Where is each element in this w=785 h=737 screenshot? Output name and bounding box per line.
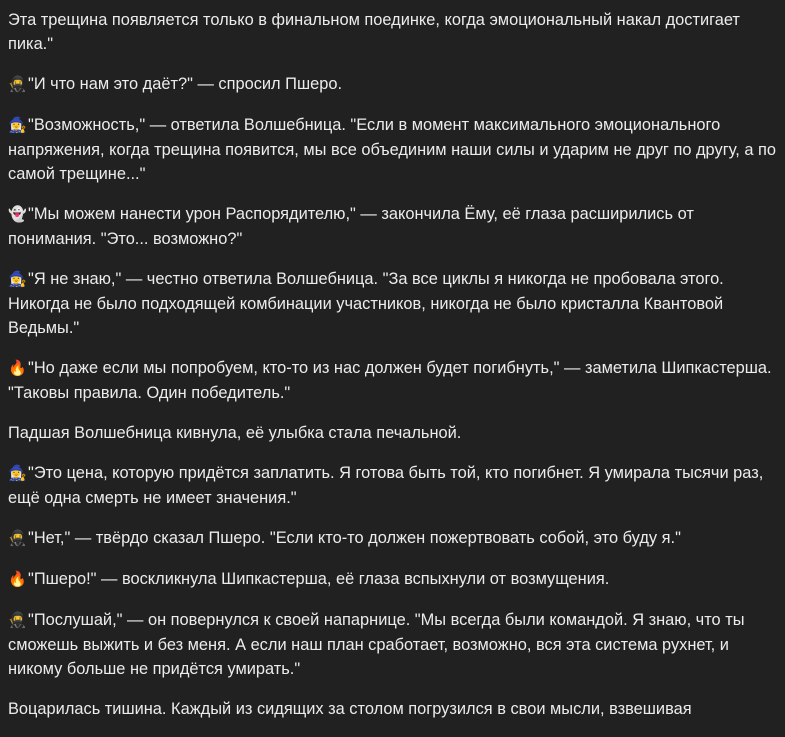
paragraph-6 xyxy=(8,356,778,405)
paragraph-text: "Это цена, которую придётся заплатить. Я готова быть той, кто погибнет. Я умирала тысячи раз, ещё одна смерть не имеет значения." xyxy=(8,464,764,507)
paragraph-7 xyxy=(8,421,778,445)
paragraph-11 xyxy=(8,608,778,681)
paragraph-text: "Я не знаю," — честно ответила Волшебница. "За все циклы я никогда не пробовала этого. Никогда не было подходящей комбинации участников, никогда не было кристалла Квантовой Ведьмы." xyxy=(8,270,724,337)
witch-icon: 🧙‍♀️ xyxy=(8,465,27,482)
paragraph-text: Воцарилась тишина. Каждый из сидящих за столом погрузился в свои мысли, взвешивая xyxy=(8,700,692,718)
paragraph-5 xyxy=(8,267,778,340)
paragraph-12 xyxy=(8,697,778,721)
ninja-icon: 🥷 xyxy=(8,76,27,93)
paragraph-2 xyxy=(8,72,778,97)
fire-icon: 🔥 xyxy=(8,360,27,377)
paragraph-text: "И что нам это даёт?" — спросил Пшеро. xyxy=(28,75,343,93)
paragraph-4 xyxy=(8,202,778,251)
paragraph-1 xyxy=(8,8,778,56)
ghost-icon: 👻 xyxy=(8,206,27,223)
paragraph-10 xyxy=(8,567,778,592)
paragraph-text: Падшая Волшебница кивнула, её улыбка стала печальной. xyxy=(8,424,462,442)
witch-icon: 🧙‍♀️ xyxy=(8,117,27,134)
ninja-icon: 🥷 xyxy=(8,530,27,547)
fire-icon: 🔥 xyxy=(8,571,27,588)
paragraph-8 xyxy=(8,461,778,510)
paragraph-text: "Но даже если мы попробуем, кто-то из нас должен будет погибнуть," — заметила Шипкастерша. "Таковы правила. Один победитель." xyxy=(8,359,772,402)
paragraph-text: "Послушай," — он повернулся к своей напарнице. "Мы всегда были командой. Я знаю, что ты сможешь выжить и без меня. А если наш план сработает, возможно, вся эта система рухнет, и никому больше не придётся умирать." xyxy=(8,611,745,678)
chat-message-body xyxy=(8,8,778,737)
paragraph-text: "Возможность," — ответила Волшебница. "Если в момент максимального эмоционального напряжения, когда трещина появится, мы все объединим наши силы и ударим не друг по другу, а по самой трещине..." xyxy=(8,116,776,183)
witch-icon: 🧙‍♀️ xyxy=(8,271,27,288)
ninja-icon: 🥷 xyxy=(8,612,27,629)
paragraph-9 xyxy=(8,526,778,551)
paragraph-text: "Мы можем нанести урон Распорядителю," — закончила Ёму, её глаза расширились от понимания. "Это... возможно?" xyxy=(8,205,694,248)
paragraph-3 xyxy=(8,113,778,186)
paragraph-text: Эта трещина появляется только в финальном поединке, когда эмоциональный накал достигает пика." xyxy=(8,11,740,53)
paragraph-text: "Пшеро!" — воскликнула Шипкастерша, её глаза вспыхнули от возмущения. xyxy=(28,570,610,588)
paragraph-text: "Нет," — твёрдо сказал Пшеро. "Если кто-то должен пожертвовать собой, это буду я." xyxy=(28,529,681,547)
